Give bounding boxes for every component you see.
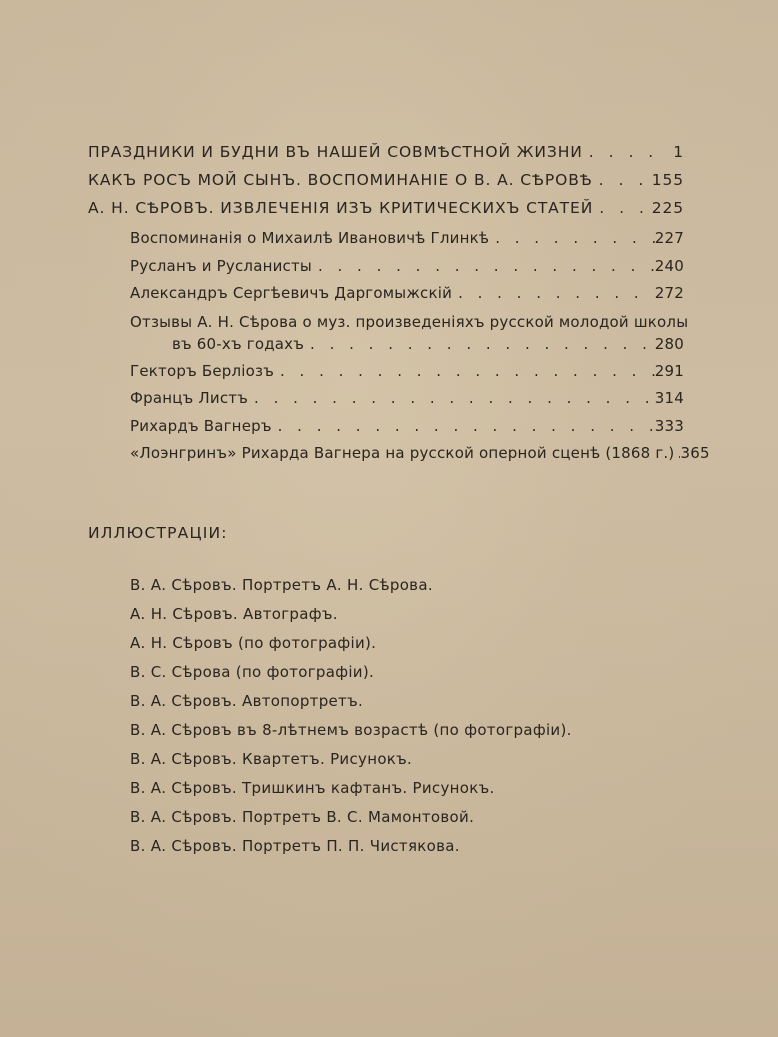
toc-subentry-title: «Лоэнгринъ» Рихарда Вагнера на русской оперной сценѣ (1868 г.) [130,444,675,462]
toc-subentry [130,361,684,389]
leader-dots [274,361,655,381]
toc-entry-title: КАКЪ РОСЪ МОЙ СЫНЪ. ВОСПОМИНАНІЕ О В. А. СѢРОВѢ [88,171,593,189]
leader-dots [593,170,652,190]
toc-page-number: 1 [673,143,684,161]
toc-entry-title: ПРАЗДНИКИ И БУДНИ ВЪ НАШЕЙ СОВМѢСТНОЙ ЖИЗНИ [88,143,583,161]
toc-subentry [130,416,684,444]
toc-page-number: 272 [654,284,684,302]
toc-subentry-title-line2: въ 60-хъ годахъ [172,334,305,353]
illustration-item: А. Н. Сѣровъ. Автографъ. [130,605,338,623]
toc-subentry-title: Воспоминанія о Михаилѣ Ивановичѣ Глинкѣ [130,229,490,247]
toc-page-number: 227 [654,229,684,247]
toc-subentry [130,311,689,355]
toc-entry [88,198,684,226]
toc-page-number: 155 [651,171,684,189]
toc-subentry-title: Гекторъ Берліозъ [130,361,274,380]
leader-dots [304,333,655,355]
toc-subentry-title: Францъ Листъ [130,389,249,407]
leader-dots [312,256,655,276]
illustration-item: А. Н. Сѣровъ (по фотографіи). [130,634,377,652]
toc-subentry-title: Рихардъ Вагнеръ [130,416,272,435]
leader-dots [452,283,655,303]
illustration-item: В. А. Сѣровъ. Автопортретъ. [130,692,364,710]
toc-subentry [130,283,684,311]
leader-dots [489,228,655,248]
illustrations-list [130,575,630,865]
illustration-item: В. А. Сѣровъ. Портретъ В. С. Мамонтовой. [130,808,475,826]
toc-entry-title: А. Н. СѢРОВЪ. ИЗВЛЕЧЕНІЯ ИЗЪ КРИТИЧЕСКИХЪ СТАТЕЙ [88,199,594,217]
toc-page-number: 314 [654,389,684,407]
toc-subentry-title: Александръ Сергѣевичъ Даргомыжскій [130,284,453,302]
toc-page-number: 240 [654,256,684,275]
toc-page-number: 280 [654,334,684,353]
toc-subentry [130,443,710,471]
illustration-item: В. А. Сѣровъ. Тришкинъ кафтанъ. Рисунокъ. [130,779,495,797]
toc-entry [88,170,684,198]
illustration-item: В. А. Сѣровъ. Портретъ П. П. Чистякова. [130,837,460,855]
illustration-item: В. А. Сѣровъ. Портретъ А. Н. Сѣрова. [130,576,433,594]
toc-subentry [130,388,684,416]
toc-subentry-title: Отзывы А. Н. Сѣрова о муз. произведеніяхъ русской молодой школы [130,312,689,331]
toc-subentry [130,256,684,284]
leader-dots [593,198,651,218]
illustration-item: В. С. Сѣрова (по фотографіи). [130,663,375,681]
toc-subentry [130,228,684,256]
toc-subentry-title: Русланъ и Русланисты [130,256,312,275]
toc-entry [88,142,684,170]
illustrations-heading: ИЛЛЮСТРАЦІИ: [88,524,228,542]
illustration-item: В. А. Сѣровъ въ 8-лѣтнемъ возрастѣ (по фотографіи). [130,721,572,739]
toc-page-number: 291 [654,361,684,380]
leader-dots [583,142,656,162]
toc-page-number: 225 [651,199,684,217]
toc-page-number: 333 [654,416,684,435]
leader-dots [248,388,655,408]
table-of-contents [88,142,710,471]
illustration-item: В. А. Сѣровъ. Квартетъ. Рисунокъ. [130,750,413,768]
toc-page-number: 365 [680,444,710,462]
leader-dots [272,416,655,436]
toc-subentry-continuation [172,333,684,355]
